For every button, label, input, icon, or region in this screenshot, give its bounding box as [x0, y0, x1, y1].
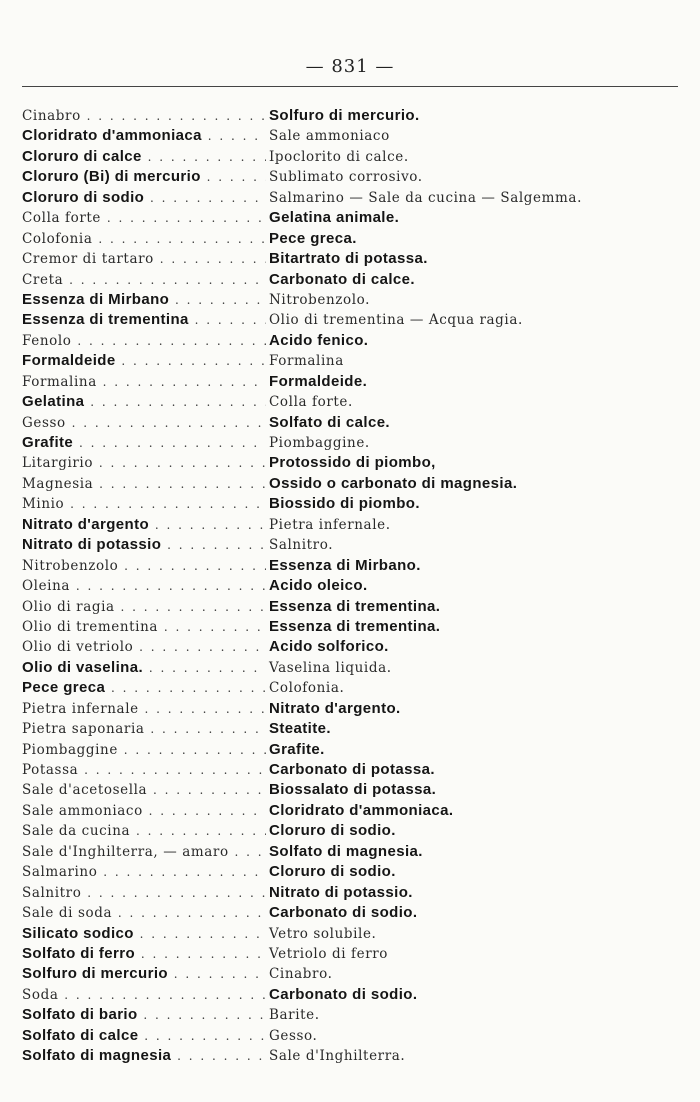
entry-term: Pietra saponaria . . . [22, 719, 266, 739]
list-item [22, 413, 682, 433]
entry-synonym: Piombaggine. [269, 435, 370, 451]
list-item [22, 597, 682, 617]
list-item [22, 106, 682, 126]
entry-synonym: Essenza di trementina. [269, 617, 441, 635]
synonym-list [22, 106, 682, 1067]
list-item [22, 637, 682, 657]
entry-synonym: Carbonato di potassa. [269, 761, 435, 778]
entry-synonym: Solfuro di mercurio. [269, 107, 420, 124]
entry-term: Essenza di Mirbano . . . [22, 290, 266, 310]
entry-synonym: Barite. [269, 1007, 320, 1024]
list-item [22, 351, 682, 371]
entry-term: Fenolo . . . [22, 331, 266, 351]
page-number: — 831 — [305, 56, 395, 77]
entry-synonym: Acido oleico. [269, 577, 368, 595]
entry-term: Colla forte . . . [22, 208, 266, 228]
list-item [22, 760, 682, 780]
entry-synonym: Olio di trementina — Acqua ragia. [269, 312, 523, 329]
entry-term: Olio di vetriolo . . . [22, 637, 266, 657]
entry-term: Cloridrato d'ammoniaca . . . [22, 126, 266, 146]
entry-synonym: Acido fenico. [269, 331, 369, 349]
list-item [22, 310, 682, 330]
entry-term: Formaldeide . . . [22, 351, 266, 371]
entry-term: Litargirio . . . [22, 453, 266, 473]
entry-term: Cremor di tartaro . . . [22, 249, 266, 269]
entry-synonym: Cloridrato d'ammoniaca. [269, 801, 454, 819]
entry-term: Essenza di trementina . . . [22, 310, 266, 330]
list-item [22, 964, 682, 984]
entry-term: Magnesia . . . [22, 474, 266, 494]
entry-term: Sale d'acetosella . . . [22, 780, 266, 800]
entry-synonym: Ipoclorito di calce. [269, 148, 409, 165]
list-item [22, 699, 682, 719]
entry-term: Creta . . . [22, 270, 266, 290]
list-item [22, 1005, 682, 1025]
entry-synonym: Carbonato di sodio. [269, 904, 418, 922]
entry-term: Grafite . . . [22, 433, 266, 453]
entry-synonym: Solfato di calce. [269, 413, 390, 431]
entry-synonym: Formalina [269, 353, 344, 370]
list-item [22, 821, 682, 841]
entry-synonym: Protossido di piombo, [269, 454, 436, 472]
list-item [22, 924, 682, 944]
list-item [22, 985, 682, 1005]
list-item [22, 249, 682, 269]
entry-term: Oleina . . . [22, 576, 266, 596]
entry-term: Sale d'Inghilterra, — amaro . . . [22, 842, 266, 862]
list-item [22, 658, 682, 678]
list-item [22, 1026, 682, 1046]
entry-synonym: Sale d'Inghilterra. [269, 1048, 406, 1065]
entry-term: Sale da cucina . . . [22, 821, 266, 841]
entry-synonym: Solfato di magnesia. [269, 842, 423, 860]
entry-term: Formalina . . . [22, 372, 266, 392]
entry-term: Olio di vaselina. . . . [22, 658, 266, 678]
entry-term: Piombaggine . . . [22, 740, 266, 760]
entry-term: Nitrobenzolo . . . [22, 556, 266, 576]
entry-term: Olio di trementina . . . [22, 617, 266, 637]
list-item [22, 862, 682, 882]
entry-term: Sale ammoniaco . . . [22, 801, 266, 821]
entry-synonym: Colofonia. [269, 680, 345, 697]
list-item [22, 229, 682, 249]
entry-term: Solfato di magnesia . . . [22, 1046, 266, 1066]
entry-synonym: Vetriolo di ferro [269, 945, 389, 962]
entry-synonym: Pietra infernale. [269, 516, 391, 533]
list-item [22, 453, 682, 473]
entry-synonym: Ossido o carbonato di magnesia. [269, 474, 518, 492]
list-item [22, 678, 682, 698]
entry-term: Gelatina . . . [22, 392, 266, 412]
entry-synonym: Cloruro di sodio. [269, 863, 396, 881]
entry-synonym: Nitrobenzolo. [269, 291, 371, 308]
list-item [22, 494, 682, 514]
entry-synonym: Biossalato di potassa. [269, 781, 437, 799]
list-item [22, 392, 682, 412]
list-item [22, 290, 682, 310]
entry-synonym: Carbonato di sodio. [269, 985, 418, 1003]
list-item [22, 433, 682, 453]
header-rule [22, 86, 678, 87]
list-item [22, 147, 682, 167]
list-item [22, 474, 682, 494]
entry-term: Salnitro . . . [22, 883, 266, 903]
entry-term: Nitrato d'argento . . . [22, 515, 266, 535]
entry-synonym: Salnitro. [269, 537, 334, 554]
list-item [22, 842, 682, 862]
list-item [22, 331, 682, 351]
list-item [22, 883, 682, 903]
list-item [22, 372, 682, 392]
entry-synonym: Steatite. [269, 720, 331, 738]
entry-synonym: Formaldeide. [269, 372, 368, 390]
list-item [22, 576, 682, 596]
list-item [22, 167, 682, 187]
entry-synonym: Gelatina animale. [269, 209, 400, 227]
list-item [22, 740, 682, 760]
entry-synonym: Salmarino — Sale da cucina — Salgemma. [269, 189, 582, 206]
list-item [22, 126, 682, 146]
entry-term: Minio . . . [22, 494, 266, 514]
entry-term: Salmarino . . . [22, 862, 266, 882]
entry-term: Cinabro . . . [22, 106, 266, 126]
entry-synonym: Vaselina liquida. [269, 659, 392, 676]
entry-synonym: Sublimato corrosivo. [269, 169, 423, 186]
list-item [22, 801, 682, 821]
entry-synonym: Vetro solubile. [269, 925, 377, 942]
entry-term: Solfato di bario . . . [22, 1005, 266, 1025]
entry-synonym: Nitrato d'argento. [269, 699, 401, 717]
entry-synonym: Pece greca. [269, 229, 357, 247]
entry-term: Colofonia . . . [22, 229, 266, 249]
entry-synonym: Nitrato di potassio. [269, 883, 413, 901]
entry-term: Pece greca . . . [22, 678, 266, 698]
list-item [22, 780, 682, 800]
entry-term: Pietra infernale . . . [22, 699, 266, 719]
list-item [22, 944, 682, 964]
entry-term: Cloruro (Bi) di mercurio . . . [22, 167, 266, 187]
entry-term: Solfuro di mercurio . . . [22, 964, 266, 984]
entry-term: Olio di ragia . . . [22, 597, 266, 617]
entry-term: Solfato di ferro . . . [22, 944, 266, 964]
entry-synonym: Essenza di Mirbano. [269, 556, 421, 574]
entry-synonym: Essenza di trementina. [269, 597, 441, 615]
list-item [22, 617, 682, 637]
list-item [22, 535, 682, 555]
entry-term: Sale di soda . . . [22, 903, 266, 923]
list-item [22, 515, 682, 535]
entry-synonym: Grafite. [269, 740, 325, 758]
entry-synonym: Biossido di piombo. [269, 495, 420, 513]
entry-synonym: Colla forte. [269, 394, 353, 411]
entry-synonym: Acido solforico. [269, 638, 389, 656]
entry-synonym: Bitartrato di potassa. [269, 250, 428, 268]
list-item [22, 270, 682, 290]
entry-synonym: Carbonato di calce. [269, 270, 415, 288]
entry-term: Nitrato di potassio . . . [22, 535, 266, 555]
list-item [22, 556, 682, 576]
list-item [22, 188, 682, 208]
entry-term: Soda . . . [22, 985, 266, 1005]
list-item [22, 1046, 682, 1066]
entry-term: Potassa . . . [22, 760, 266, 780]
entry-synonym: Cinabro. [269, 966, 333, 983]
entry-term: Cloruro di calce . . . [22, 147, 266, 167]
entry-synonym: Gesso. [269, 1027, 318, 1044]
list-item [22, 208, 682, 228]
list-item [22, 903, 682, 923]
entry-term: Silicato sodico . . . [22, 924, 266, 944]
entry-term: Gesso . . . [22, 413, 266, 433]
entry-synonym: Sale ammoniaco [269, 128, 390, 145]
list-item [22, 719, 682, 739]
entry-term: Solfato di calce . . . [22, 1026, 266, 1046]
entry-synonym: Cloruro di sodio. [269, 822, 396, 840]
entry-term: Cloruro di sodio . . . [22, 188, 266, 208]
